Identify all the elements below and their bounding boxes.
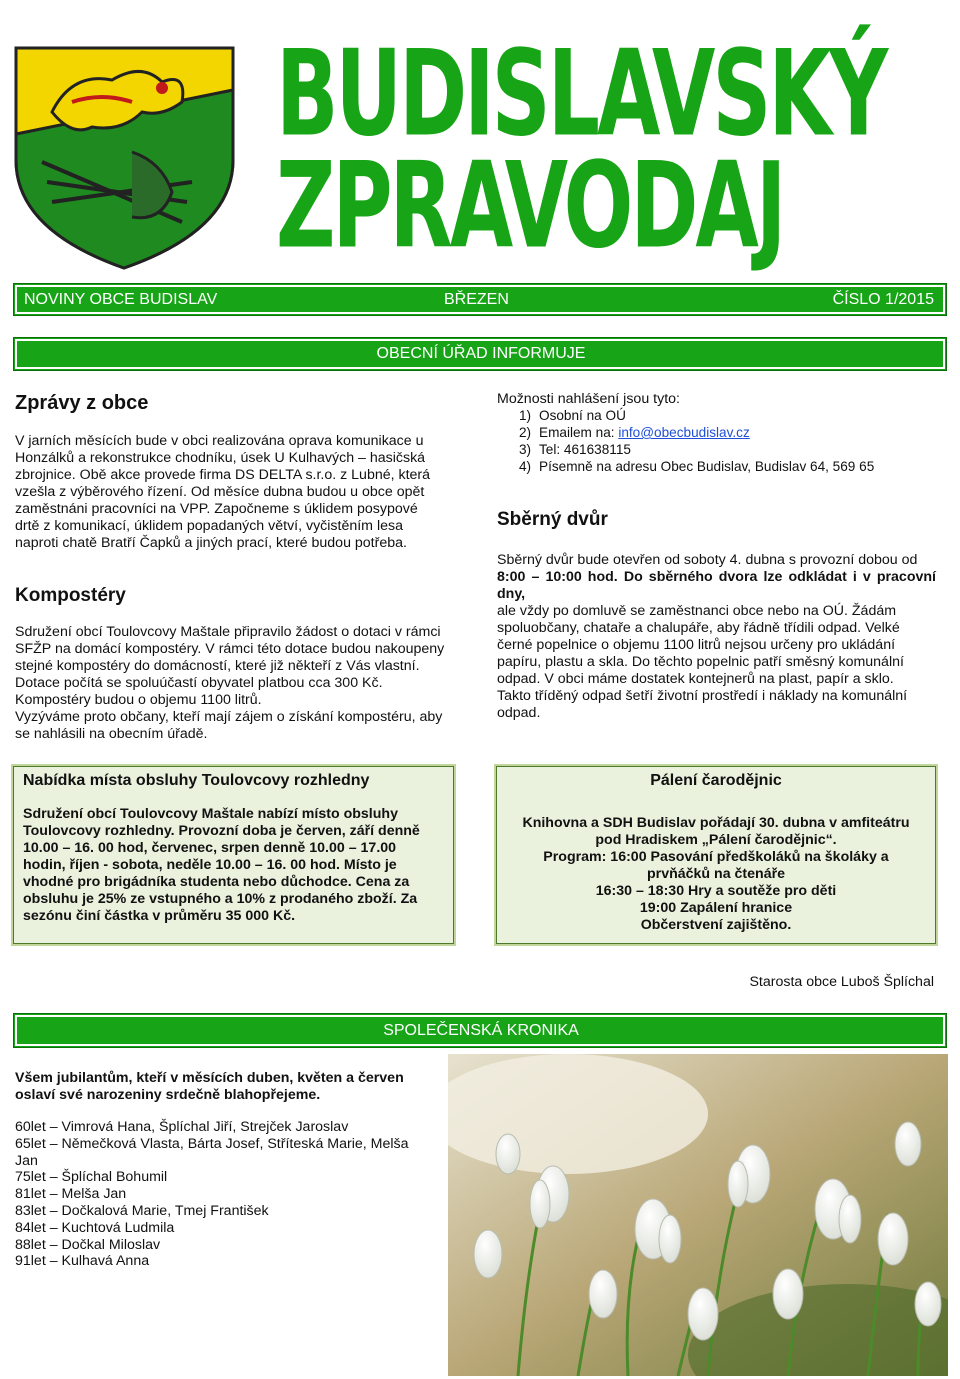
snowdrops-photo	[448, 1054, 948, 1376]
job-offer-box	[13, 766, 454, 944]
jubilee-entry: 60let – Vimrová Hana, Šplíchal Jiří, Strejček Jaroslav	[15, 1119, 349, 1135]
contact-option: 2) Emailem na: info@obecbudislav.cz	[519, 425, 750, 440]
jubilee-entry: Jan	[15, 1152, 38, 1169]
yard-line: černé popelnice o objemu 1100 litrů nejsou určeny pro ukládání	[497, 637, 896, 653]
job-offer-title: Nabídka místa obsluhy Toulovcovy rozhledny	[23, 772, 370, 789]
jubilee-entry: 88let – Dočkal Miloslav	[15, 1236, 161, 1253]
compost-line: stejné kompostéry do domácností, které již někteří z Vás vlastní.	[15, 658, 420, 674]
issue-month: BŘEZEN	[444, 291, 509, 308]
yard-text	[497, 552, 936, 722]
issue-number: ČÍSLO 1/2015	[832, 291, 934, 308]
section-bar-office-label: OBECNÍ ÚŘAD INFORMUJE	[376, 345, 586, 362]
section-bar-office	[13, 337, 947, 371]
compost-line: Kompostéry budou o objemu 1100 litrů.	[15, 692, 262, 708]
section-bar-chronicle	[13, 1013, 947, 1048]
compost-heading: Kompostéry	[15, 585, 126, 606]
jubilee-entry: 91let – Kulhavá Anna	[15, 1253, 150, 1270]
jubilee-entry: 65let – Němečková Vlasta, Bárta Josef, Stříteská Marie, Melša	[15, 1135, 409, 1152]
job-offer-text: Sdružení obcí Toulovcovy Maštale nabízí místo obsluhy Toulovcovy rozhledny. Provozní doba je červen, září denně 10.00 – 16. 00 hod, červenec, srpen denně 10.00 – 17.00 hodin, říjen - sobota, neděle 10.00 – 16. 00 hod. Místo je vhodné pro brigádníka studenta nebo důchodce. Cena za obsluhu je 25% ze vstupného a 10% z prodaného zboží. Za sezónu činí částka v průměru 35 000 Kč.	[23, 806, 420, 924]
contact-option: 3) Tel: 461638115	[519, 442, 631, 457]
contact-option: 4) Písemně na adresu Obec Budislav, Budislav 64, 569 65	[519, 459, 875, 474]
jubilee-entry: 84let – Kuchtová Ludmila	[15, 1219, 175, 1236]
news-text	[15, 433, 455, 552]
jubilee-entry: 75let – Šplíchal Bohumil	[15, 1169, 168, 1186]
news-line: zaměstnáni pracovníci na VPP. Započneme s úklidem posypové	[15, 501, 418, 517]
masthead-line-1: BUDISLAVSKÝ	[276, 25, 886, 164]
jubilee-entry: 81let – Melša Jan	[15, 1186, 127, 1203]
village-crest	[12, 42, 237, 270]
news-heading: Zprávy z obce	[15, 392, 149, 414]
yard-line: 8:00 – 10:00 hod. Do sběrného dvora lze odkládat i v pracovní dny,	[497, 569, 936, 602]
witch-burning-text: Knihovna a SDH Budislav pořádají 30. dubna v amfiteátru pod Hradiskem „Pálení čarodějnic“. Program: 16:00 Pasování předškoláků na školáky a prvňáčků na čtenáře 16:30 – 18:30 Hry a soutěže pro děti 19:00 Zapálení hranice Občerstvení zajištěno.	[522, 815, 910, 933]
witch-burning-box	[496, 766, 936, 944]
witch-burning-title: Pálení čarodějnic	[650, 772, 782, 789]
yard-line: ale vždy po domluvě se zaměstnanci obce nebo na OÚ. Žádám	[497, 603, 897, 619]
jubilee-entry: 83let – Dočkalová Marie, Tmej František	[15, 1202, 269, 1219]
yard-line: Sběrný dvůr bude otevřen od soboty 4. dubna s provozní dobou od	[497, 552, 918, 568]
news-line: zbrojnice. Obě akce provede firma DS DELTA s.r.o. z Lubné, která	[15, 467, 431, 483]
compost-line: SFŽP na domácí kompostéry. V rámci této dotace budou nakoupeny	[15, 641, 445, 657]
yard-line: spoluobčany, chataře a chalupáře, aby řádně třídili odpad. Velké	[497, 620, 900, 636]
news-line: drtě z komunikací, úklidem popadaných větví, vyčistěním lesa	[15, 518, 403, 534]
compost-line: se nahlásili na obecním úřadě.	[15, 726, 208, 742]
masthead-line-2: ZPRAVODAJ	[276, 137, 784, 276]
compost-line: Dotace počítá se spoluúčastí obyvatel platbou cca 300 Kč.	[15, 675, 383, 691]
issue-info-bar	[13, 283, 947, 316]
compost-line: Vyzýváme proto občany, kteří mají zájem o získání kompostéru, aby	[15, 709, 443, 725]
contact-option: 1) Osobní na OÚ	[519, 408, 626, 423]
compost-line: Sdružení obcí Toulovcovy Maštale připravilo žádost o dotaci v rámci	[15, 624, 441, 640]
yard-line: odpad. V obci máme dostatek kontejnerů na plast, papír a sklo.	[497, 671, 894, 687]
section-bar-chronicle-label: SPOLEČENSKÁ KRONIKA	[383, 1022, 579, 1039]
news-line: V jarních měsících bude v obci realizována oprava komunikace u	[15, 433, 424, 449]
email-link[interactable]: info@obecbudislav.cz	[618, 425, 750, 440]
options-intro: Možnosti nahlášení jsou tyto:	[497, 391, 680, 407]
yard-line: odpad.	[497, 705, 541, 721]
yard-heading: Sběrný dvůr	[497, 509, 608, 530]
chronicle-intro: Všem jubilantům, kteří v měsících duben, květen a červen oslaví své narozeniny srdečně blahopřejeme.	[15, 1070, 404, 1103]
yard-line: papíru, plastu a skla. Do těchto popelnic patří směsný komunální	[497, 654, 904, 670]
news-line: Honzálků a rekonstrukce chodníku, úsek U Kulhavých – hasičská	[15, 450, 426, 466]
contact-options-list	[519, 407, 874, 475]
mayor-signature: Starosta obce Luboš Šplíchal	[749, 974, 934, 990]
newsletter-name: NOVINY OBCE BUDISLAV	[24, 291, 218, 308]
jubilee-list	[15, 1119, 445, 1270]
news-line: vzešla z výběrového řízení. Od měsíce dubna budou u obce opět	[15, 484, 425, 500]
compost-text	[15, 624, 455, 743]
yard-line: Takto tříděný odpad šetří životní prostředí i náklady na komunální	[497, 688, 908, 704]
news-line: naproti chatě Bratří Čapků a jiných prací, které budou potřeba.	[15, 535, 407, 551]
